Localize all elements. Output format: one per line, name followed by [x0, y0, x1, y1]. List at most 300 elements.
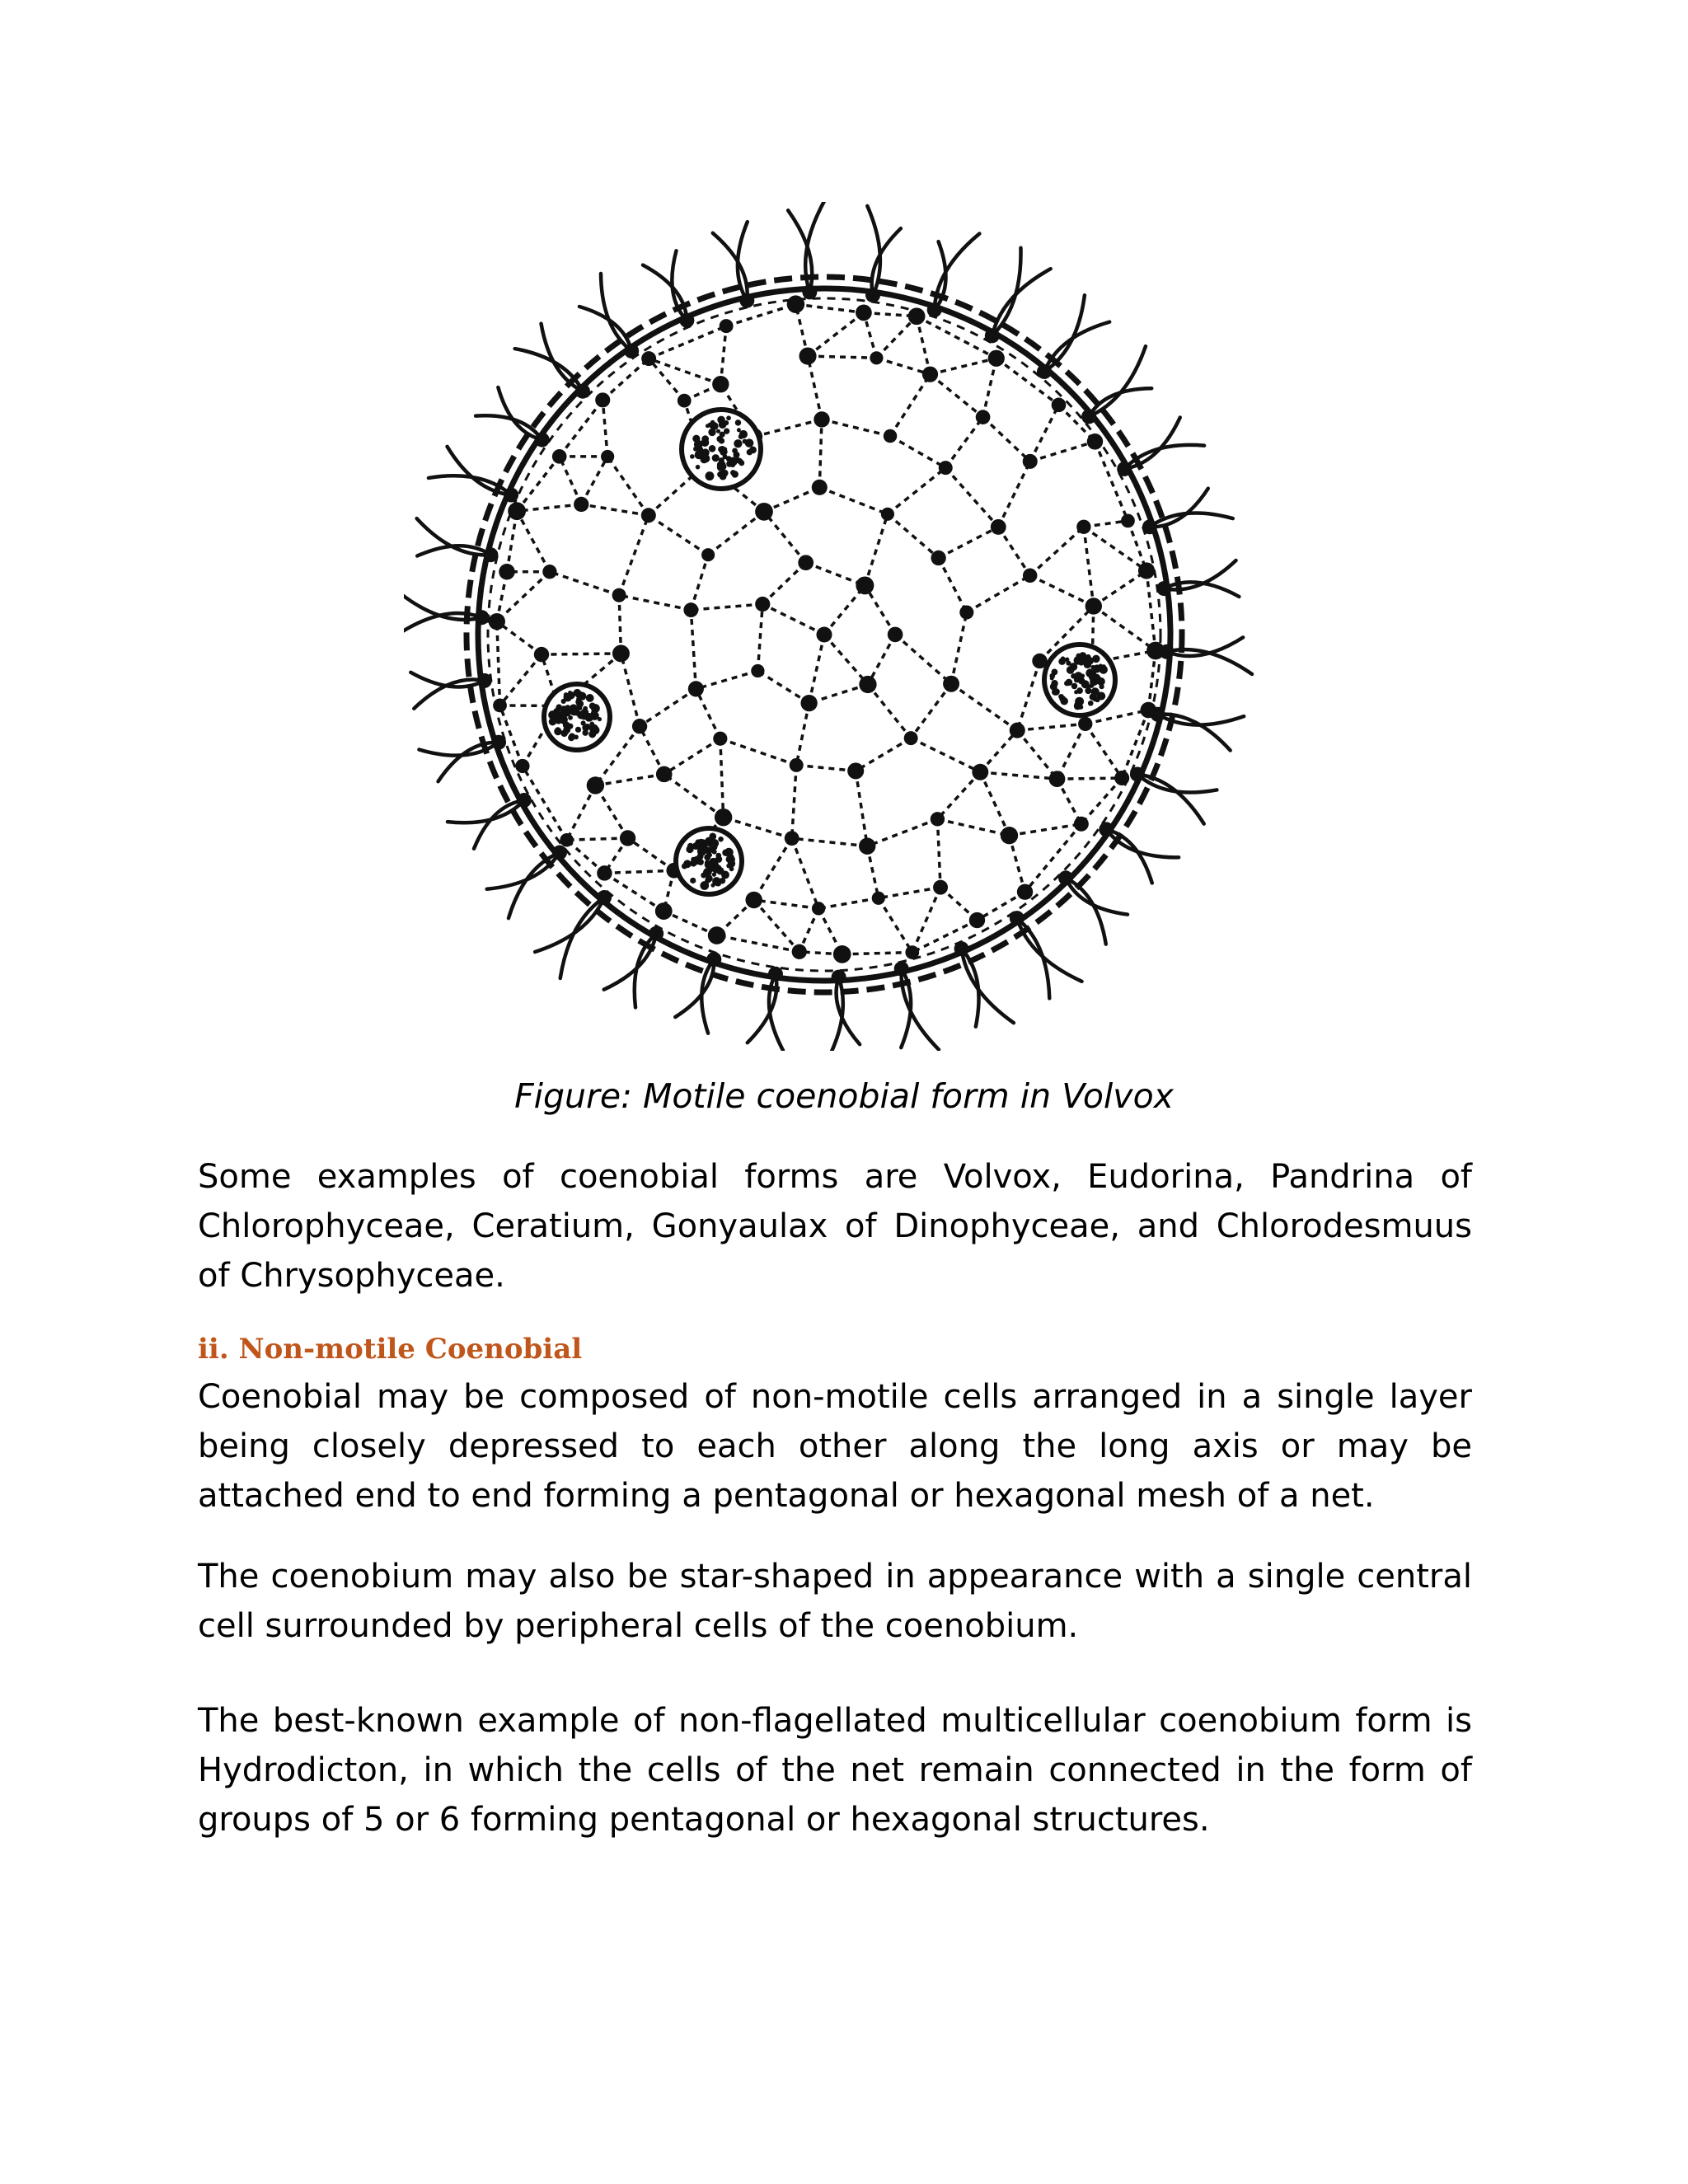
cytoplasmic-strand [603, 400, 607, 457]
somatic-cell [620, 830, 635, 846]
cytoplasmic-strand [1057, 778, 1123, 779]
daughter-colony-cell [582, 729, 588, 735]
daughter-colony-cell [1094, 679, 1099, 684]
somatic-cell [859, 837, 875, 854]
somatic-cell [939, 461, 953, 475]
daughter-colony-cell [700, 881, 709, 890]
cytoplasmic-strand [867, 819, 937, 846]
cytoplasmic-strand [998, 462, 1029, 527]
cytoplasmic-strand [879, 898, 912, 953]
cytoplasmic-strand [939, 527, 999, 558]
cytoplasmic-strand [917, 316, 996, 359]
cytoplasmic-strand [764, 487, 819, 512]
somatic-cell [755, 597, 770, 612]
somatic-cell [908, 307, 926, 325]
peripheral-cell [649, 926, 663, 941]
daughter-colony-cell [710, 424, 714, 429]
daughter-colony-cell [693, 447, 698, 452]
daughter-colony-cell [570, 707, 578, 715]
flagella-layer [404, 202, 1252, 1051]
peripheral-cell [1058, 870, 1073, 885]
cytoplasmic-strand [890, 374, 930, 436]
daughter-colony-cell [548, 710, 557, 719]
peripheral-cell [483, 547, 498, 562]
cytoplasmic-strand [619, 595, 621, 654]
somatic-cell [904, 731, 918, 745]
somatic-cell [1001, 827, 1018, 844]
somatic-cell [799, 347, 816, 364]
somatic-cell [641, 508, 656, 523]
cytoplasmic-strand [818, 898, 879, 909]
somatic-cell [870, 351, 883, 364]
cytoplasmic-strand [912, 888, 940, 953]
cytoplasmic-strand [888, 468, 945, 514]
somatic-cell [933, 880, 948, 895]
peripheral-cell [985, 328, 1000, 343]
cytoplasmic-strand [708, 512, 764, 555]
daughter-colony-cell [720, 460, 724, 465]
cytoplasmic-strand [1095, 442, 1128, 521]
daughter-colony-cell [1067, 666, 1075, 674]
daughter-colony-cell [697, 853, 704, 860]
cytoplasmic-strand [917, 316, 930, 374]
daughter-colony-cell [690, 454, 695, 459]
daughter-colony-cell [730, 855, 734, 859]
somatic-cell [1078, 717, 1092, 731]
daughter-colony-cell [710, 883, 715, 888]
daughter-colony-cell [1052, 688, 1058, 695]
peripheral-cell [739, 293, 754, 308]
cytoplasmic-strand [717, 935, 799, 952]
cytoplasmic-strand [1017, 661, 1039, 730]
daughter-colony-cell [1071, 683, 1078, 690]
peripheral-cell [504, 488, 518, 503]
daughter-colony-cell [576, 696, 581, 701]
peripheral-cell [1037, 364, 1052, 379]
peripheral-cell [1156, 581, 1171, 596]
daughter-colony-cell [575, 727, 581, 733]
daughter-colony-cell [564, 729, 569, 734]
somatic-cell [1010, 723, 1025, 738]
somatic-cell [508, 502, 526, 520]
somatic-cell [641, 351, 656, 366]
daughter-colony-cell [720, 878, 726, 884]
peripheral-cell [768, 967, 783, 982]
peripheral-cell [535, 433, 550, 448]
somatic-cell [595, 392, 610, 407]
cytoplasmic-strand [937, 772, 980, 819]
peripheral-cell [706, 952, 721, 967]
somatic-cell [814, 411, 829, 427]
daughter-colony-cell [716, 867, 724, 874]
peripheral-cell [1010, 911, 1025, 926]
cytoplasmic-strand [757, 671, 809, 703]
daughter-colony-cell [726, 415, 731, 420]
daughter-colony-cell [586, 694, 594, 702]
section-heading: ii. Non-motile Coenobial [198, 1333, 583, 1366]
cytoplasmic-strand [649, 515, 708, 555]
daughter-colony-cell [726, 461, 733, 467]
daughter-colony-cell [720, 446, 725, 452]
cytoplasmic-strand [824, 585, 865, 635]
cytoplasmic-strand [930, 374, 982, 417]
daughter-colony-cell [1066, 679, 1073, 687]
cytoplasmic-strand [517, 504, 581, 511]
peripheral-cell [1130, 766, 1145, 781]
somatic-cell [493, 699, 507, 713]
cytoplasmic-strand [980, 772, 1057, 779]
daughter-colony-cell [593, 729, 598, 733]
peripheral-cell [954, 941, 969, 956]
daughter-colony-cell [561, 716, 565, 720]
peripheral-cell [517, 793, 532, 808]
cytoplasmic-strand [911, 738, 980, 772]
cytoplasmic-strand [581, 457, 607, 504]
daughter-colony-cell [1076, 654, 1081, 658]
somatic-cell [800, 695, 817, 711]
daughter-colony-cell [732, 448, 738, 454]
somatic-cell [708, 926, 726, 944]
cytoplasmic-strand [696, 689, 720, 738]
daughter-colony-cell [723, 454, 728, 459]
peripheral-cell [597, 890, 612, 905]
cytoplasmic-strand [792, 765, 797, 838]
peripheral-cell [477, 673, 492, 688]
peripheral-cell [927, 302, 942, 317]
daughter-colony-cell [701, 873, 706, 879]
daughter-colony-cell [734, 439, 742, 448]
cytoplasmic-strand [895, 635, 951, 684]
cytoplasmic-strand [1017, 730, 1057, 779]
somatic-cell [678, 394, 692, 408]
somatic-cell [587, 776, 604, 794]
somatic-cell [1114, 771, 1129, 785]
daughter-colony-cell [706, 471, 715, 480]
cytoplasmic-strand [1094, 606, 1156, 650]
cytoplasmic-strand [822, 419, 890, 436]
peripheral-cell [832, 970, 846, 985]
somatic-cell [991, 519, 1006, 535]
somatic-cell [1138, 562, 1155, 579]
cytoplasmic-strand [607, 457, 649, 515]
cytoplasmic-strand [808, 356, 822, 419]
somatic-cell [574, 497, 588, 512]
cytoplasmic-strand [640, 689, 696, 726]
cytoplasmic-strand [1057, 724, 1085, 779]
somatic-cell [715, 808, 732, 826]
somatic-cell [787, 295, 805, 313]
somatic-cell [632, 719, 647, 733]
daughter-colony-cell [1091, 687, 1100, 696]
peripheral-cell [1081, 409, 1096, 424]
somatic-cell [683, 602, 698, 617]
cytoplasmic-strand [726, 304, 795, 326]
cytoplasmic-strand [619, 515, 649, 595]
peripheral-cell [1142, 519, 1157, 534]
cytoplasmic-strand [876, 358, 930, 374]
somatic-cell [499, 564, 515, 580]
cytoplasmic-strand [967, 575, 1030, 612]
daughter-colony-cell [705, 860, 713, 869]
somatic-cell [798, 555, 814, 570]
somatic-cell [534, 647, 549, 662]
peripheral-cell [679, 313, 694, 328]
cytoplasmic-strand [1146, 570, 1156, 650]
cytoplasmic-strand [876, 316, 917, 359]
cytoplasmic-strand [930, 359, 996, 374]
daughter-colony-cell [715, 855, 722, 862]
somatic-cell [601, 450, 614, 463]
daughter-colony-cell [1075, 677, 1080, 682]
cytoplasmic-strand [868, 684, 911, 738]
cytoplasmic-strand [945, 417, 982, 468]
somatic-cell [713, 732, 727, 746]
peripheral-cell [802, 284, 817, 299]
cytoplasmic-strand [983, 359, 996, 417]
cytoplasmic-strand [720, 326, 726, 385]
cytoplasmic-strand [621, 654, 640, 726]
somatic-cell [931, 812, 945, 826]
daughter-colony-cell [567, 724, 573, 729]
cytoplasmic-strand [664, 738, 720, 774]
cytoplasmic-strand [809, 635, 824, 703]
cytoplasmic-strand [796, 765, 856, 771]
daughter-colony-cell [1081, 674, 1085, 678]
cytoplasmic-strand [757, 604, 762, 671]
daughter-colony-cell [1074, 690, 1078, 694]
somatic-cell [988, 350, 1005, 367]
daughter-colony-cell [1085, 668, 1095, 677]
cytoplasmic-strand [808, 356, 876, 358]
cytoplasmic-strand [595, 774, 663, 785]
daughter-colony-cell [716, 429, 720, 434]
somatic-cell [922, 367, 938, 382]
daughter-colony-cell [1099, 663, 1103, 668]
cytoplasmic-strand [998, 527, 1029, 575]
daughter-colonies [544, 410, 1115, 894]
cytoplasmic-strand [604, 870, 673, 873]
somatic-cell [931, 551, 945, 565]
somatic-cell [1052, 398, 1067, 413]
cytoplasmic-strand [980, 772, 1009, 836]
somatic-cell [1087, 434, 1104, 450]
cytoplasmic-strand [664, 774, 724, 817]
daughter-colony-cell [738, 460, 744, 466]
daughter-colony-cell [709, 838, 714, 843]
daughter-colony-cell [748, 440, 753, 445]
cytoplasmic-strand [696, 671, 757, 689]
somatic-cell [701, 548, 715, 561]
cytoplasmic-strand [628, 838, 674, 870]
peripheral-cell [865, 288, 880, 302]
daughter-colony-cell [692, 435, 700, 443]
daughter-colony-cell [581, 709, 588, 716]
daughter-colony-cell [683, 860, 692, 868]
cytoplasmic-strand [796, 703, 809, 765]
daughter-colony-cell [718, 837, 723, 841]
cytoplasmic-strand [691, 604, 762, 610]
cytoplasmic-strand [753, 419, 822, 437]
volvox-figure [404, 202, 1294, 1051]
daughter-colony-cell [738, 434, 743, 439]
cytoplasmic-strand [720, 738, 724, 817]
peripheral-cell [1151, 707, 1165, 722]
cytoplasmic-strand [856, 771, 867, 846]
somatic-cell [1074, 817, 1089, 832]
cytoplasmic-strand [517, 511, 550, 572]
cytoplasmic-strand [567, 785, 596, 840]
somatic-cell [560, 833, 574, 847]
cytoplasmic-strand [1084, 527, 1146, 570]
cytoplasmic-strand [500, 654, 542, 705]
cytoplasmic-strand [560, 457, 582, 504]
daughter-colony-cell [706, 424, 710, 428]
daughter-colony-cell [1058, 658, 1066, 665]
somatic-cell [688, 681, 704, 696]
somatic-cell [812, 480, 828, 495]
peripheral-cell [552, 846, 567, 860]
somatic-cell [1076, 520, 1090, 534]
daughter-colony-cell [1086, 685, 1091, 690]
somatic-cell [872, 892, 885, 905]
peripheral-cell [1117, 462, 1132, 476]
somatic-cell [905, 945, 919, 959]
cytoplasmic-strand [890, 436, 945, 468]
cytoplasmic-strand [980, 730, 1017, 772]
somatic-cell [972, 764, 988, 780]
cytoplasmic-strand [754, 900, 799, 952]
cytoplasmic-strand [808, 312, 864, 356]
cytoplasmic-strand [888, 514, 939, 558]
daughter-colony-cell [697, 839, 705, 846]
daughter-colony-cell [1081, 653, 1085, 658]
somatic-cell [597, 865, 612, 880]
daughter-colony-cell [1065, 658, 1070, 663]
cytoplasmic-strand [762, 563, 805, 604]
cytoplasmic-strand [806, 563, 865, 586]
cytoplasmic-strand [550, 572, 619, 595]
cytoplasmic-strand [951, 684, 1017, 730]
cytoplasmic-strand [619, 595, 691, 610]
cytoplasmic-strand [865, 514, 888, 586]
cytoplasmic-strand [754, 900, 818, 908]
daughter-colony-cell [717, 416, 724, 424]
daughter-colony-cell [1059, 696, 1066, 702]
cytoplasmic-strand [1084, 527, 1094, 606]
cytoplasmic-strand [842, 953, 912, 954]
cytoplasmic-strand [1030, 527, 1084, 575]
daughter-colony-cell [590, 711, 599, 720]
section-paragraph-2: The coenobium may also be star-shaped in appearance with a single central cell surrounded by peripheral cells of the coenobium. [198, 1558, 1472, 1645]
peripheral-cell [624, 344, 639, 359]
daughter-colony-cell [693, 860, 697, 865]
somatic-cell [1049, 771, 1066, 787]
somatic-cell [816, 626, 832, 642]
cytoplasmic-strand [937, 819, 1009, 836]
daughter-colony-cell [696, 465, 701, 470]
daughter-colony-cell [563, 693, 571, 701]
somatic-cell [552, 449, 567, 464]
peripheral-cell [491, 735, 506, 750]
cytoplasmic-strand [824, 635, 868, 684]
daughter-colony-cell [1088, 701, 1094, 706]
cytoplasmic-strand [754, 838, 792, 900]
daughter-colony-cell [701, 438, 709, 447]
daughter-colony-cell [713, 867, 718, 872]
daughter-colony-cell [555, 727, 561, 733]
daughter-colony-cell [690, 878, 696, 883]
cytoplasmic-strand [939, 558, 967, 612]
daughter-colony-cell [735, 419, 741, 425]
somatic-cell [1121, 513, 1135, 527]
daughter-colony-cell [737, 428, 741, 432]
peripheral-cell [894, 961, 909, 976]
somatic-cell [884, 429, 898, 443]
peripheral-cell [1159, 644, 1174, 659]
somatic-cell [969, 912, 985, 928]
daughter-colony-cell [708, 853, 712, 857]
cytoplasmic-strand [1094, 570, 1146, 606]
peripheral-cell [1099, 822, 1114, 837]
cytoplasmic-strand [792, 838, 818, 908]
cytoplasmic-strand [1010, 836, 1025, 893]
section-paragraph-1: Coenobial may be composed of non-motile cells arranged in a single layer being closely depressed to each other along the long axis or may be attached end to end forming a pentagonal or hexagonal mesh of a net. [198, 1378, 1472, 1515]
daughter-colony-cell [565, 705, 571, 711]
cytoplasmic-strand [945, 468, 998, 527]
cytoplasmic-strand [809, 684, 868, 703]
cytoplasmic-strand [937, 819, 940, 888]
somatic-cell [785, 831, 799, 846]
cytoplasmic-strand [691, 555, 708, 610]
somatic-cell [745, 892, 762, 908]
daughter-colony-cell [1078, 658, 1085, 665]
somatic-cell [612, 588, 626, 602]
cytoplasmic-strand [691, 610, 696, 689]
peripheral-cell [475, 610, 490, 625]
somatic-cell [1023, 569, 1038, 583]
cytoplasmic-strand [604, 873, 663, 911]
somatic-cell [515, 759, 529, 773]
daughter-colony-cell [1071, 673, 1076, 679]
cytoplasmic-strand [497, 621, 500, 705]
somatic-cell [790, 758, 804, 772]
daughter-colony-cell [720, 432, 725, 438]
somatic-cell [856, 576, 874, 594]
cytoplasmic-strand [856, 738, 911, 771]
somatic-cell [812, 902, 825, 915]
cytoplasmic-strand [581, 504, 649, 515]
daughter-colony-cell [1049, 673, 1055, 679]
daughter-colony-cell [589, 722, 594, 727]
cytoplasmic-strand [762, 604, 824, 635]
section-paragraph-3: The best-known example of non-flagellated multicellular coenobium form is Hydrodicton, in which the cells of the net remain connected in the form of groups of 5 or 6 forming pentagonal or hexagonal structures. [198, 1702, 1472, 1839]
daughter-colony-cell [709, 445, 716, 452]
daughter-colony-cell [712, 850, 717, 855]
somatic-cell [847, 762, 864, 779]
somatic-cell [489, 613, 505, 630]
cytoplasmic-strand [795, 304, 863, 312]
somatic-cell [1085, 598, 1102, 614]
daughter-colony-cell [719, 438, 724, 443]
daughter-colony-cell [697, 450, 703, 456]
somatic-cell [888, 627, 903, 643]
cytoplasmic-strand [911, 684, 951, 738]
daughter-colony-cell [1086, 657, 1094, 664]
daughter-colony-cell [730, 470, 736, 476]
somatic-cell [656, 766, 673, 783]
cytoplasmic-strand [1030, 575, 1094, 606]
daughter-colony-cell [574, 734, 579, 739]
